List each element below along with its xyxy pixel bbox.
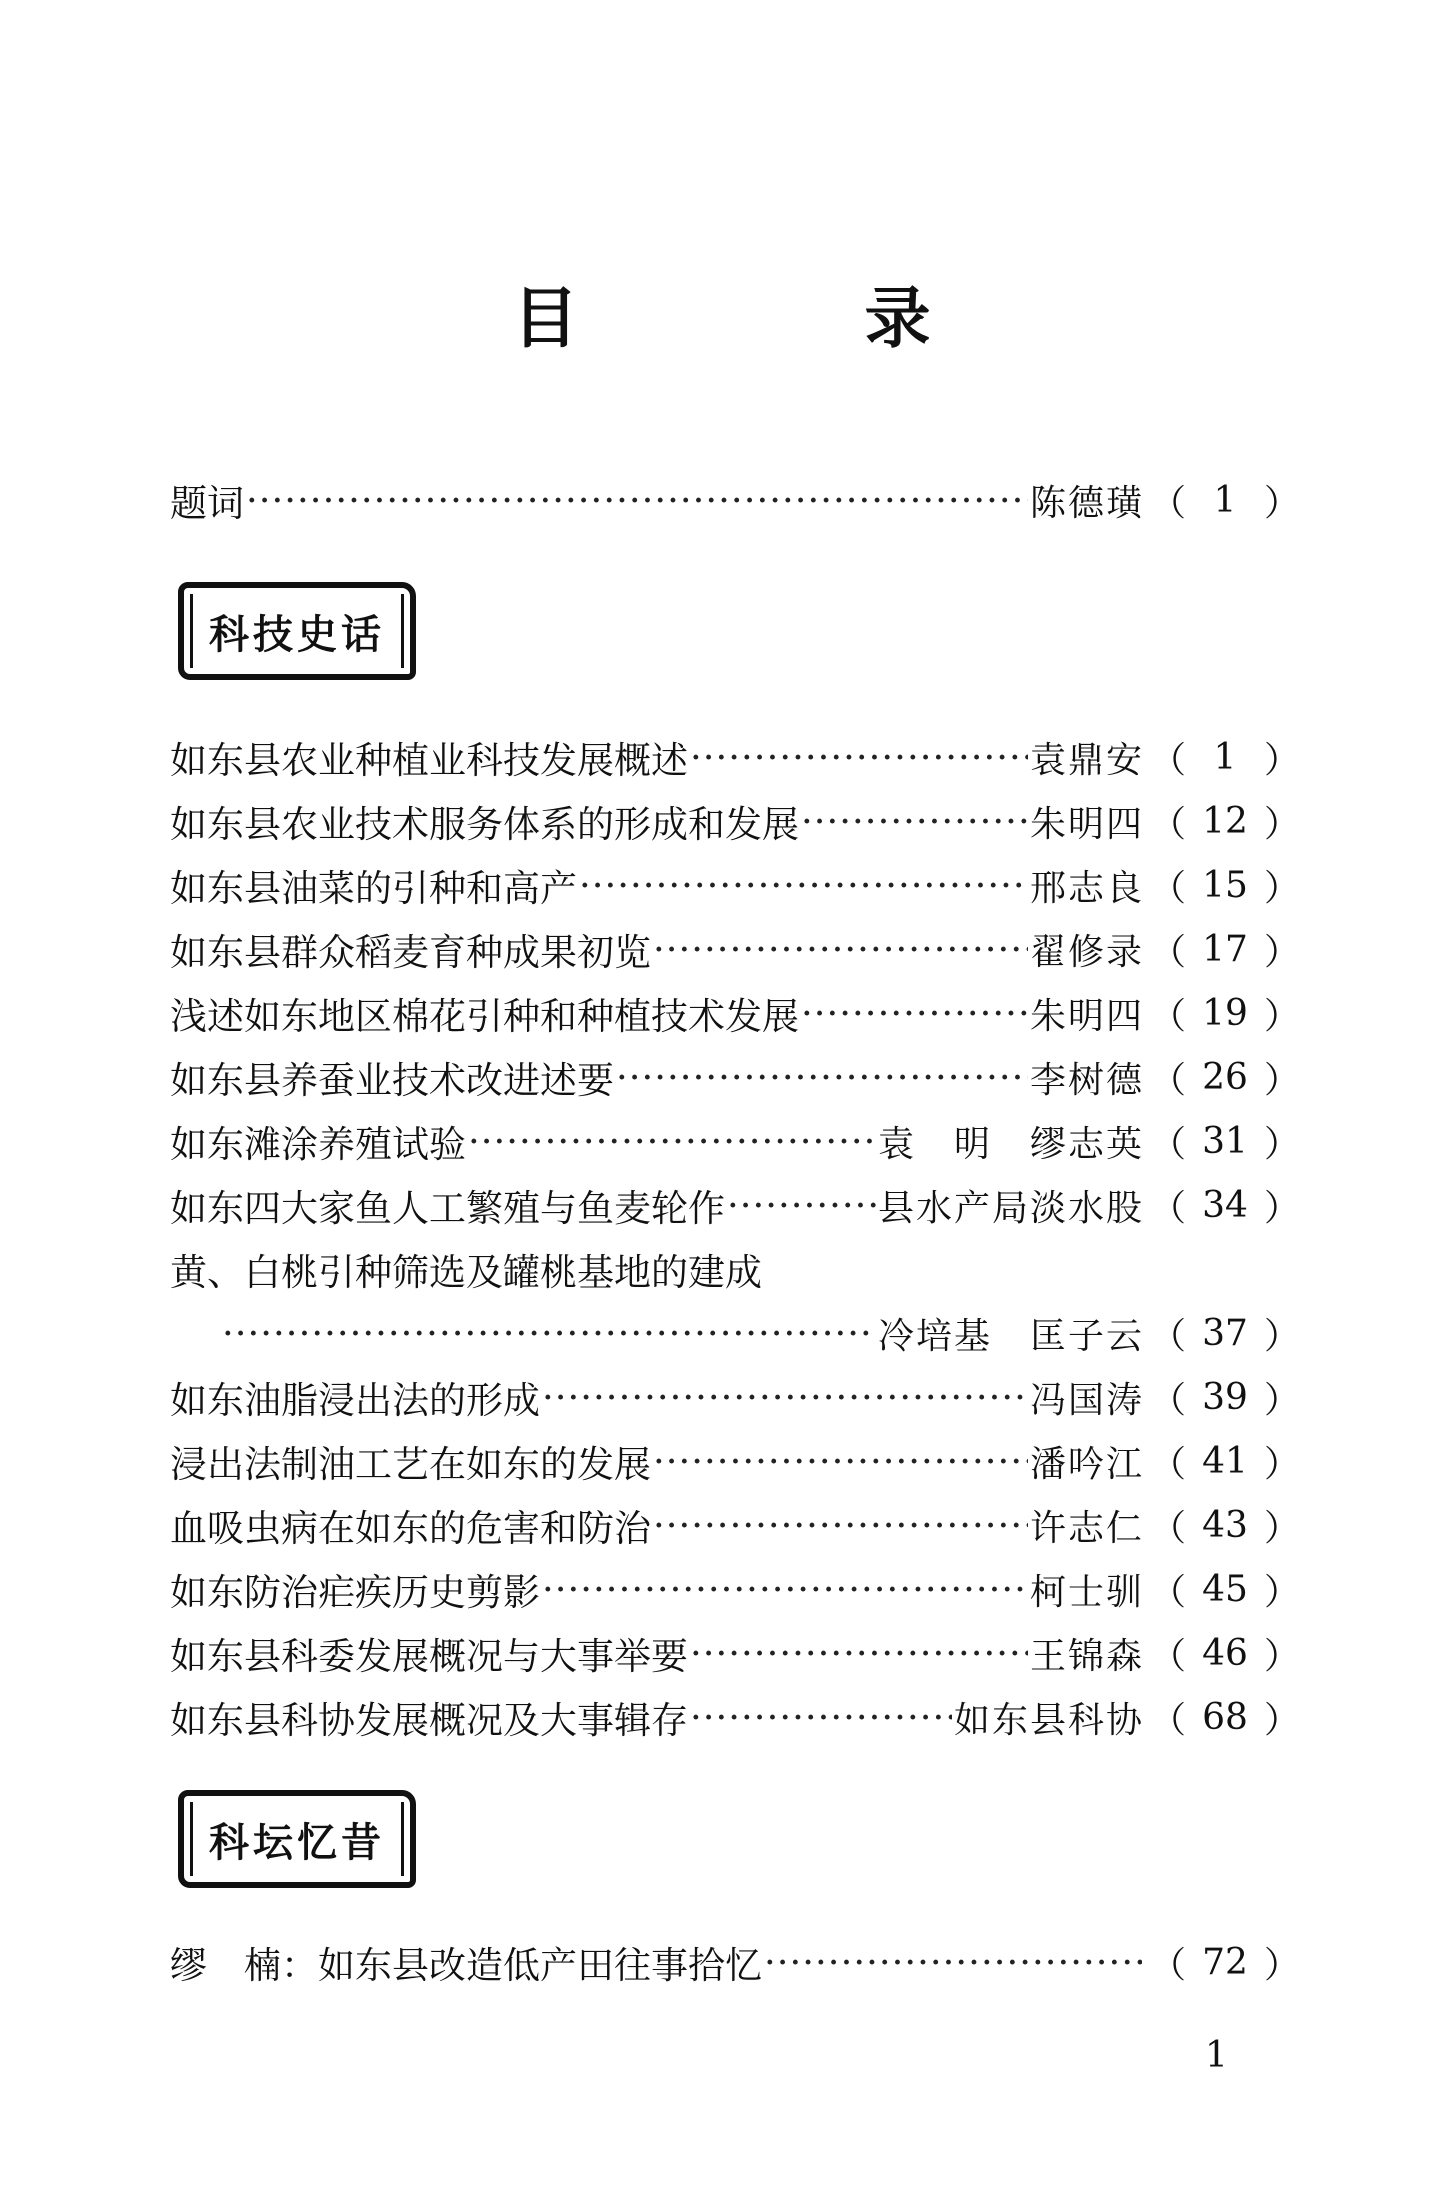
paren-open: （ bbox=[1150, 1379, 1187, 1421]
dot-leader bbox=[653, 1440, 1028, 1483]
paren-close: ） bbox=[1263, 1699, 1300, 1741]
paren-close: ） bbox=[1263, 1315, 1300, 1357]
page-num: 1 bbox=[1213, 479, 1237, 521]
entry-title: 浸出法制油工艺在如东的发展 bbox=[170, 1443, 651, 1486]
entry-title: 如东县油菜的引种和高产 bbox=[170, 867, 577, 910]
page-num: 15 bbox=[1202, 864, 1248, 906]
toc-entry[interactable] bbox=[170, 919, 1300, 979]
entry-title: 血吸虫病在如东的危害和防治 bbox=[170, 1507, 651, 1550]
toc-entry[interactable] bbox=[170, 1623, 1300, 1683]
entry-page bbox=[1150, 1436, 1300, 1487]
toc-entry[interactable] bbox=[170, 1932, 1300, 1992]
entry-page bbox=[1150, 796, 1300, 847]
entry-author: 陈德璜 bbox=[1029, 482, 1144, 524]
page-num: 12 bbox=[1202, 800, 1248, 842]
dot-leader bbox=[653, 928, 1028, 971]
entry-author: 朱明四 bbox=[1029, 803, 1144, 845]
entry-author: 柯士驯 bbox=[1029, 1571, 1144, 1613]
paren-open: （ bbox=[1150, 1571, 1187, 1613]
paren-close: ） bbox=[1263, 739, 1300, 781]
dot-leader bbox=[616, 1056, 1028, 1099]
entry-author: 翟修录 bbox=[1029, 931, 1144, 973]
entry-title: 如东油脂浸出法的形成 bbox=[170, 1379, 540, 1422]
paren-open: （ bbox=[1150, 1507, 1187, 1549]
entry-page bbox=[1150, 1116, 1300, 1167]
toc-entry[interactable] bbox=[170, 983, 1300, 1043]
toc-entry[interactable] bbox=[170, 1111, 1300, 1171]
dot-leader bbox=[801, 992, 1028, 1035]
entry-title: 如东防治疟疾历史剪影 bbox=[170, 1571, 540, 1614]
entry-title: 如东县农业种植业科技发展概述 bbox=[170, 739, 688, 782]
toc-entry[interactable] bbox=[170, 727, 1300, 787]
toc-entry[interactable] bbox=[170, 1687, 1300, 1747]
entry-page bbox=[1150, 1500, 1300, 1551]
toc-entry[interactable] bbox=[170, 1367, 1300, 1427]
page-num: 37 bbox=[1202, 1312, 1248, 1354]
entry-page bbox=[1150, 732, 1300, 783]
page-num: 1 bbox=[1213, 736, 1237, 778]
paren-close: ） bbox=[1263, 867, 1300, 909]
entry-title: 如东县农业技术服务体系的形成和发展 bbox=[170, 803, 799, 846]
paren-open: （ bbox=[1150, 1944, 1187, 1986]
toc-entry[interactable] bbox=[170, 1559, 1300, 1619]
dot-leader bbox=[468, 1120, 876, 1163]
paren-close: ） bbox=[1263, 1571, 1300, 1613]
page-num: 26 bbox=[1202, 1056, 1248, 1098]
entry-author: 邢志良 bbox=[1029, 867, 1144, 909]
dot-leader bbox=[542, 1568, 1028, 1611]
paren-open: （ bbox=[1150, 1187, 1187, 1229]
page-num: 19 bbox=[1202, 992, 1248, 1034]
entry-author: 县水产局淡水股 bbox=[877, 1187, 1144, 1229]
entry-page bbox=[1150, 1372, 1300, 1423]
paren-open: （ bbox=[1150, 1123, 1187, 1165]
dot-leader bbox=[222, 1312, 876, 1355]
page-num: 39 bbox=[1202, 1376, 1248, 1418]
paren-close: ） bbox=[1263, 803, 1300, 845]
paren-close: ） bbox=[1263, 1379, 1300, 1421]
section-heading-label: 科坛忆昔 bbox=[209, 1819, 385, 1866]
page-num: 43 bbox=[1202, 1504, 1248, 1546]
paren-open: （ bbox=[1150, 482, 1187, 524]
dot-leader bbox=[579, 864, 1028, 907]
section-heading-1 bbox=[178, 582, 416, 680]
entry-page bbox=[1150, 1308, 1300, 1359]
paren-close: ） bbox=[1263, 1507, 1300, 1549]
entry-author: 袁 明 缪志英 bbox=[877, 1123, 1144, 1165]
toc-entry-leader-line[interactable] bbox=[220, 1303, 1300, 1363]
entry-page bbox=[1150, 924, 1300, 975]
paren-open: （ bbox=[1150, 1443, 1187, 1485]
dot-leader bbox=[246, 479, 1028, 522]
toc-entry[interactable] bbox=[170, 1495, 1300, 1555]
entry-author: 冯国涛 bbox=[1029, 1379, 1144, 1421]
entry-title: 如东县科协发展概况及大事辑存 bbox=[170, 1699, 688, 1742]
paren-open: （ bbox=[1150, 1315, 1187, 1357]
page-num: 72 bbox=[1202, 1941, 1248, 1983]
dot-leader bbox=[801, 800, 1028, 843]
dot-leader bbox=[653, 1504, 1028, 1547]
paren-close: ） bbox=[1263, 1059, 1300, 1101]
paren-close: ） bbox=[1263, 931, 1300, 973]
entry-author: 冷培基 匡子云 bbox=[877, 1315, 1144, 1357]
page-num: 34 bbox=[1202, 1184, 1248, 1226]
page-num: 45 bbox=[1202, 1568, 1248, 1610]
paren-close: ） bbox=[1263, 1187, 1300, 1229]
entry-title: 如东县养蚕业技术改进述要 bbox=[170, 1059, 614, 1102]
paren-close: ） bbox=[1263, 995, 1300, 1037]
paren-close: ） bbox=[1263, 1123, 1300, 1165]
paren-close: ） bbox=[1263, 1635, 1300, 1677]
entry-title: 缪 楠：如东县改造低产田往事拾忆 bbox=[170, 1944, 762, 1987]
paren-close: ） bbox=[1263, 482, 1300, 524]
page-num: 46 bbox=[1202, 1632, 1248, 1674]
entry-author: 王锦森 bbox=[1029, 1635, 1144, 1677]
toc-entry-dedication[interactable] bbox=[170, 470, 1300, 530]
entry-page bbox=[1150, 1937, 1300, 1988]
entry-page bbox=[1150, 1692, 1300, 1743]
entry-page bbox=[1150, 475, 1300, 526]
entry-page bbox=[1150, 1052, 1300, 1103]
toc-entry[interactable] bbox=[170, 791, 1300, 851]
entry-title: 题词 bbox=[170, 482, 244, 525]
dot-leader bbox=[764, 1941, 1142, 1984]
paren-open: （ bbox=[1150, 995, 1187, 1037]
entry-title: 如东县科委发展概况与大事举要 bbox=[170, 1635, 688, 1678]
dot-leader bbox=[690, 736, 1028, 779]
entry-page bbox=[1150, 1564, 1300, 1615]
page-num: 17 bbox=[1202, 928, 1248, 970]
entry-title: 黄、白桃引种筛选及罐桃基地的建成 bbox=[170, 1251, 762, 1294]
toc-entry[interactable] bbox=[170, 1175, 1300, 1235]
entry-page bbox=[1150, 860, 1300, 911]
entry-title: 如东滩涂养殖试验 bbox=[170, 1123, 466, 1166]
dot-leader bbox=[690, 1696, 952, 1739]
entry-title: 如东县群众稻麦育种成果初览 bbox=[170, 931, 651, 974]
entry-title: 如东四大家鱼人工繁殖与鱼麦轮作 bbox=[170, 1187, 725, 1230]
toc-entry[interactable] bbox=[170, 1431, 1300, 1491]
dot-leader bbox=[690, 1632, 1028, 1675]
paren-open: （ bbox=[1150, 1699, 1187, 1741]
entry-page bbox=[1150, 988, 1300, 1039]
paren-open: （ bbox=[1150, 739, 1187, 781]
toc-entry-title-line[interactable] bbox=[170, 1239, 1300, 1299]
page-title: 目 录 bbox=[512, 279, 1041, 357]
paren-open: （ bbox=[1150, 1635, 1187, 1677]
paren-close: ） bbox=[1263, 1944, 1300, 1986]
entry-title: 浅述如东地区棉花引种和种植技术发展 bbox=[170, 995, 799, 1038]
toc-entry[interactable] bbox=[170, 1047, 1300, 1107]
paren-open: （ bbox=[1150, 867, 1187, 909]
dot-leader bbox=[727, 1184, 876, 1227]
page-num: 31 bbox=[1202, 1120, 1248, 1162]
entry-author: 如东县科协 bbox=[953, 1699, 1144, 1741]
section-heading-2 bbox=[178, 1790, 416, 1888]
paren-open: （ bbox=[1150, 931, 1187, 973]
entry-author: 朱明四 bbox=[1029, 995, 1144, 1037]
entry-page bbox=[1150, 1628, 1300, 1679]
entry-author: 袁鼎安 bbox=[1029, 739, 1144, 781]
page-number: 1 bbox=[1205, 2035, 1228, 2076]
dot-leader bbox=[542, 1376, 1028, 1419]
entry-author: 潘吟江 bbox=[1029, 1443, 1144, 1485]
page-num: 68 bbox=[1202, 1696, 1248, 1738]
entry-author: 许志仁 bbox=[1029, 1507, 1144, 1549]
toc-entry[interactable] bbox=[170, 855, 1300, 915]
paren-close: ） bbox=[1263, 1443, 1300, 1485]
paren-open: （ bbox=[1150, 803, 1187, 845]
page-num: 41 bbox=[1202, 1440, 1248, 1482]
paren-open: （ bbox=[1150, 1059, 1187, 1101]
section-heading-label: 科技史话 bbox=[209, 611, 385, 658]
entry-author: 李树德 bbox=[1029, 1059, 1144, 1101]
entry-page bbox=[1150, 1180, 1300, 1231]
